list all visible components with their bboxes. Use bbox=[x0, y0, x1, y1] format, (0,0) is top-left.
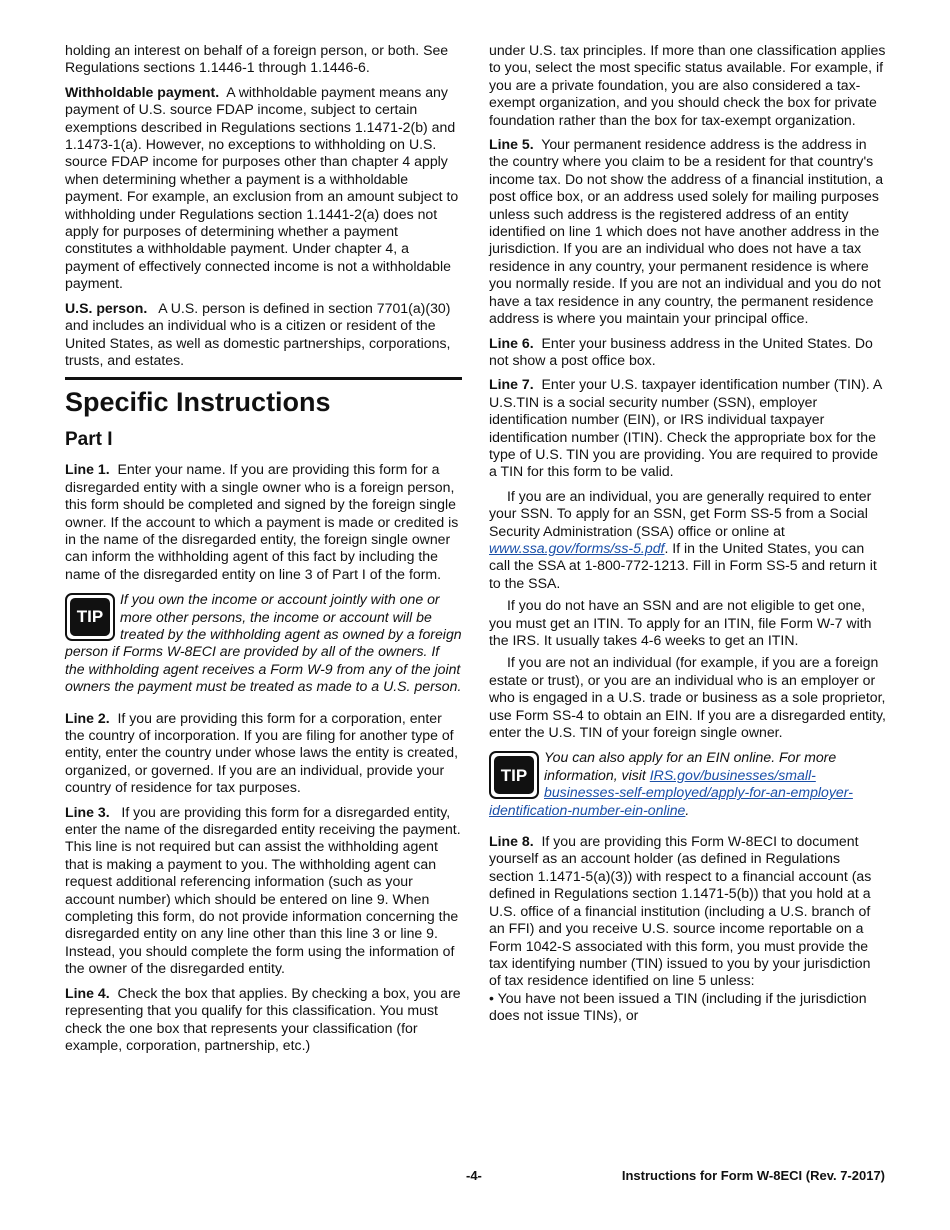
tip-text: If you own the income or account jointly with one or more other persons, the income or account will be treated by the withholding agent as owned by a foreign person if Forms W-8ECI are provided by all of the owners. If the withholding agent receives a Form W-9 from any of the joint owners the payment must be treated as made to a U.S. person. bbox=[65, 591, 462, 695]
withholdable-payment-paragraph: Withholdable payment. A withholdable payment means any payment of U.S. source FDAP income, subject to certain exemptions described in Regulations sections 1.1471-2(b) and 1.1473-1(a). However, no exceptions to withholding on U.S. source FDAP income for purposes other than chapter 4 apply when determining whether a payment is a withholdable payment. For example, an exclusion from an amount subject to withholding under Regulations section 1.1441-2(a) does not apply for purposes of determining whether a payment constitutes a withholdable payment. Under chapter 4, a payment of effectively connected income is not a withholdable payment. bbox=[65, 83, 459, 292]
term-label: U.S. person. bbox=[65, 299, 148, 316]
ssa-form-link[interactable]: www.ssa.gov/forms/ss-5.pdf bbox=[489, 539, 665, 556]
line3-paragraph: Line 3. If you are providing this form for a disregarded entity, enter the name of the disregarded entity receiving the payment. This line is not required but can assist the withholding agent that is making a payment to you. The withholding agent can request additional referencing information (such as your account number) which should be entered on line 9. When completing this form, do not provide information concerning the disregarded entity on any line other than this line 3 or line 9. Instead, you should complete the form using the information of the owner of the disregarded entity. bbox=[65, 803, 461, 977]
section-divider bbox=[65, 377, 462, 380]
part-title: Part I bbox=[65, 429, 113, 451]
page-footer bbox=[65, 1168, 885, 1188]
ssn-paragraph: If you are an individual, you are generally required to enter your SSN. To apply for an SSN, get Form SS-5 from a Social Security Administration (SSA) office or online at www.ssa.gov/forms/ss-5.pdf. If in the United States, you can call the SSA at 1-800-772-1213. Fill in Form SS-5 and return it to the SSA. bbox=[489, 487, 877, 591]
line5-paragraph: Line 5. Your permanent residence address is the address in the country where you claim to be a resident for that country's income tax. Do not show the address of a financial institution, a post office box, or an address used solely for mailing purposes unless such address is the registered address of an entity identified on line 1 which does not have another address in the jurisdiction. If you are an individual who does not have a tax residence in any country, your permanent residence is where you normally reside. If you are not an individual and you do not have a tax residence in any country, the permanent residence address is where you maintain your principal office. bbox=[489, 136, 884, 327]
tip-icon: TIP bbox=[65, 593, 115, 641]
ein-paragraph: If you are not an individual (for example, if you are a foreign estate or trust), or you are an individual who is an employer or who is engaged in a U.S. trade or business as a sole proprietor, use Form SS-4 to obtain an EIN. If you are a disregarded entity, enter the U.S. TIN of your foreign single owner. bbox=[489, 654, 886, 741]
line-label: Line 1. bbox=[65, 461, 110, 478]
line-label: Line 6. bbox=[489, 334, 534, 351]
bullet-item: • You have not been issued a TIN (including if the jurisdiction does not issue TINs), or bbox=[489, 989, 867, 1024]
line8-paragraph: Line 8. If you are providing this Form W-8ECI to document yourself as an account holder (as defined in Regulations section 1.1471-5(a)(3)) with respect to a financial account (as defined in Regulations section 1.1471-5(b)) that you hold at a U.S. office of a financial institution (including a U.S. branch of an FFI) and you receive U.S. source income reportable on a Form 1042-S associated with this form, you must provide the tax identifying number (TIN) issued to you by your jurisdiction of tax residence identified on line 5 unless: bbox=[489, 833, 872, 989]
continuation-paragraph: under U.S. tax principles. If more than one classification applies to you, select the most specific status available. For example, if you are a private foundation, you are also considered a tax-exempt organization, and you should check the box for private foundation rather than the box for tax-exempt organization. bbox=[489, 42, 886, 128]
line1-paragraph: Line 1. Enter your name. If you are providing this form for a disregarded entity with a single owner who is a foreign person, this form should be completed and signed by the foreign single owner. If the account to which a payment is made or credited is in the name of the disregarded entity, the foreign single owner can inform the withholding agent of this fact by including the name of the disregarded entity on line 3 of Part I of the form. bbox=[65, 461, 459, 582]
line6-paragraph: Line 6. Enter your business address in the United States. Do not show a post office box. bbox=[489, 334, 873, 368]
page-number: -4- bbox=[466, 1168, 482, 1183]
line-label: Line 2. bbox=[65, 709, 110, 726]
right-column bbox=[489, 42, 886, 1025]
line2-paragraph: Line 2. If you are providing this form for a corporation, enter the country of incorporation. If you are filing for another type of entity, enter the country under whose laws the entity is created, organized, or governed. If you are an individual, provide your country of residence for tax purposes. bbox=[65, 709, 459, 796]
section-title: Specific Instructions bbox=[65, 387, 331, 418]
line-label: Line 8. bbox=[489, 833, 534, 850]
line-label: Line 5. bbox=[489, 136, 534, 153]
us-person-paragraph: U.S. person. A U.S. person is defined in section 7701(a)(30) and includes an individual who is a citizen or resident of the United States, as well as domestic partnerships, corporations, trusts, and estates. bbox=[65, 299, 451, 368]
tip-box bbox=[65, 591, 462, 695]
line-label: Line 3. bbox=[65, 803, 110, 820]
footer-doc-title: Instructions for Form W-8ECI (Rev. 7-2017) bbox=[621, 1168, 885, 1183]
irs-ein-link[interactable]: IRS.gov/businesses/small-businesses-self-employed/apply-for-an-employer-identification-number-ein-online bbox=[489, 766, 853, 818]
line-label: Line 4. bbox=[65, 984, 110, 1001]
tip-text: You can also apply for an EIN online. For more information, visit IRS.gov/businesses/small-businesses-self-employed/apply-for-an-employer-identification-number-ein-online. bbox=[489, 749, 853, 818]
left-column bbox=[65, 42, 462, 1061]
term-label: Withholdable payment. bbox=[65, 83, 220, 100]
line7-paragraph: Line 7. Enter your U.S. taxpayer identification number (TIN). A U.S.TIN is a social security number (SSN), employer identification number (EIN), or IRS individual taxpayer identification number (ITIN). Check the appropriate box for the type of U.S. TIN you are providing. You are required to provide a TIN for this form to be valid. bbox=[489, 376, 882, 480]
line-label: Line 7. bbox=[489, 376, 534, 393]
continuation-paragraph: holding an interest on behalf of a foreign person, or both. See Regulations sections 1.1446-1 through 1.1446-6. bbox=[65, 42, 449, 76]
tip-box bbox=[489, 749, 886, 819]
itin-paragraph: If you do not have an SSN and are not eligible to get one, you must get an ITIN. To apply for an ITIN, file Form W-7 with the IRS. It usually takes 4-6 weeks to get an ITIN. bbox=[489, 597, 872, 648]
line4-paragraph: Line 4. Check the box that applies. By checking a box, you are representing that you qualify for this classification. You must check the one box that represents your classification (for example, corporation, partnership, etc.) bbox=[65, 984, 461, 1053]
tip-icon: TIP bbox=[489, 751, 539, 799]
